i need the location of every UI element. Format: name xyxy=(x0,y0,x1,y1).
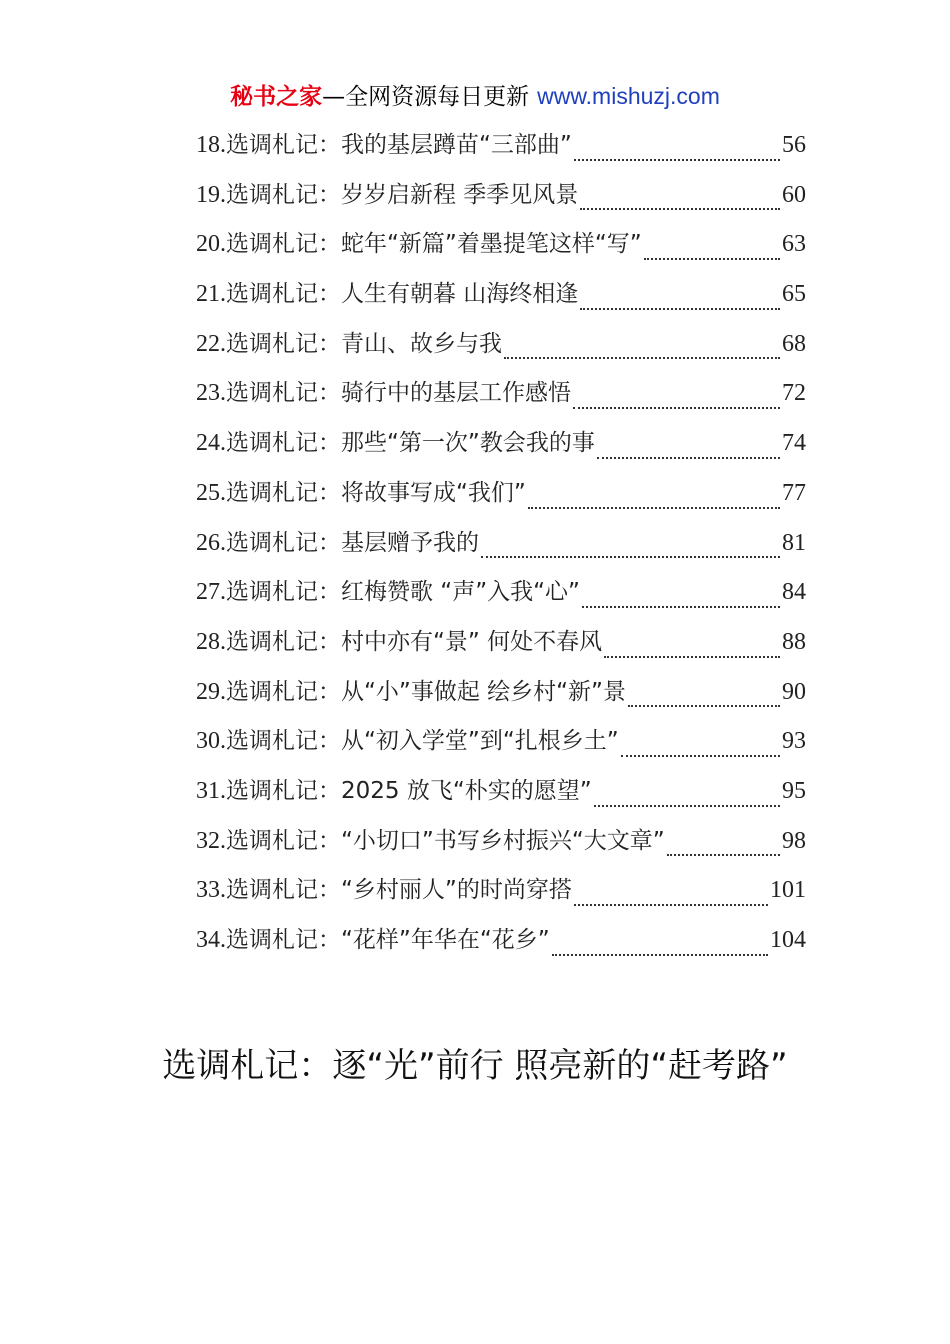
dot-leader xyxy=(573,407,780,409)
toc-entry-number: 25. xyxy=(196,479,226,506)
toc-entry-page-number: 65 xyxy=(782,281,806,308)
toc-entry[interactable] xyxy=(196,424,806,474)
toc-entry-number: 24. xyxy=(196,430,226,457)
toc-entry-title: 选调札记：我的基层蹲苗“三部曲” xyxy=(226,132,572,158)
toc-entry-number: 31. xyxy=(196,777,226,804)
toc-entry-title: 选调札记：青山、故乡与我 xyxy=(226,330,502,357)
toc-entry-title: 选调札记：从“初入学堂”到“扎根乡土” xyxy=(226,728,619,755)
dot-leader xyxy=(597,457,780,459)
header-tagline: —全网资源每日更新 xyxy=(322,84,530,110)
toc-entry-number: 30. xyxy=(196,728,226,755)
toc-entry-title: 选调札记：将故事写成“我们” xyxy=(226,479,526,506)
toc-entry[interactable] xyxy=(196,524,806,574)
dot-leader xyxy=(594,805,780,807)
toc-entry-number: 23. xyxy=(196,380,226,407)
dot-leader xyxy=(628,705,780,707)
toc-entry-number: 32. xyxy=(196,827,226,854)
toc-entry[interactable] xyxy=(196,325,806,375)
toc-entry-number: 26. xyxy=(196,529,226,556)
toc-entry-title: 选调札记：从“小”事做起 绘乡村“新”景 xyxy=(226,678,626,705)
toc-entry-number: 19. xyxy=(196,181,226,208)
dot-leader xyxy=(528,507,780,509)
toc-entry-title: 选调札记：骑行中的基层工作感悟 xyxy=(226,380,571,407)
toc-entry-page-number: 101 xyxy=(770,877,806,904)
toc-entry-page-number: 84 xyxy=(782,579,806,606)
toc-entry-page-number: 81 xyxy=(782,529,806,556)
toc-entry-title: 选调札记：“小切口”书写乡村振兴“大文章” xyxy=(226,827,665,854)
dot-leader xyxy=(621,755,780,757)
toc-entry-number: 21. xyxy=(196,281,226,308)
dot-leader xyxy=(644,258,780,260)
dot-leader xyxy=(582,606,780,608)
toc-entry[interactable] xyxy=(196,126,806,176)
dot-leader xyxy=(580,208,780,210)
dot-leader xyxy=(604,656,780,658)
toc-entry-number: 18. xyxy=(196,132,226,158)
toc-entry[interactable] xyxy=(196,623,806,673)
toc-entry-number: 27. xyxy=(196,579,226,606)
site-header xyxy=(0,80,950,113)
toc-entry[interactable] xyxy=(196,772,806,822)
toc-entry[interactable] xyxy=(196,871,806,921)
toc-entry-page-number: 93 xyxy=(782,728,806,755)
toc-entry[interactable] xyxy=(196,374,806,424)
toc-entry-number: 28. xyxy=(196,628,226,655)
toc-entry[interactable] xyxy=(196,822,806,872)
toc-entry[interactable] xyxy=(196,673,806,723)
toc-entry[interactable] xyxy=(196,722,806,772)
toc-entry-number: 33. xyxy=(196,877,226,904)
toc-entry-page-number: 63 xyxy=(782,231,806,258)
toc-entry-title: 选调札记：蛇年“新篇”着墨提笔这样“写” xyxy=(226,231,642,258)
toc-entry-page-number: 90 xyxy=(782,678,806,705)
toc-entry-page-number: 104 xyxy=(770,927,806,953)
toc-entry[interactable] xyxy=(196,275,806,325)
site-url-link[interactable]: www.mishuzj.com xyxy=(537,83,720,109)
dot-leader xyxy=(504,357,780,359)
toc-entry[interactable] xyxy=(196,573,806,623)
table-of-contents xyxy=(196,126,806,971)
dot-leader xyxy=(552,954,768,956)
section-title: 选调札记：逐“光”前行 照亮新的“赶考路” xyxy=(162,1046,788,1086)
toc-entry-title: 选调札记：人生有朝暮 山海终相逢 xyxy=(226,281,579,308)
dot-leader xyxy=(481,556,780,558)
dot-leader xyxy=(574,904,768,906)
toc-entry-page-number: 74 xyxy=(782,430,806,457)
toc-entry-page-number: 60 xyxy=(782,181,806,208)
toc-entry[interactable] xyxy=(196,176,806,226)
toc-entry-number: 34. xyxy=(196,927,226,953)
toc-entry-page-number: 72 xyxy=(782,380,806,407)
toc-entry-title: 选调札记：“乡村丽人”的时尚穿搭 xyxy=(226,877,572,904)
toc-entry-title: 选调札记：村中亦有“景” 何处不春风 xyxy=(226,628,603,655)
toc-entry-page-number: 88 xyxy=(782,628,806,655)
dot-leader xyxy=(574,159,780,161)
toc-entry-number: 22. xyxy=(196,330,226,357)
toc-entry-title: 选调札记：红梅赞歌 “声”入我“心” xyxy=(226,579,580,606)
toc-entry-number: 20. xyxy=(196,231,226,258)
dot-leader xyxy=(580,308,780,310)
toc-entry-number: 29. xyxy=(196,678,226,705)
toc-entry-page-number: 98 xyxy=(782,827,806,854)
toc-entry-title: 选调札记：岁岁启新程 季季见风景 xyxy=(226,181,579,208)
toc-entry[interactable] xyxy=(196,225,806,275)
toc-entry-title: 选调札记：2025 放飞“朴实的愿望” xyxy=(226,777,592,804)
brand-name: 秘书之家 xyxy=(230,84,323,110)
toc-entry-page-number: 77 xyxy=(782,479,806,506)
toc-entry-title: 选调札记：基层赠予我的 xyxy=(226,529,479,556)
toc-entry[interactable] xyxy=(196,921,806,971)
toc-entry[interactable] xyxy=(196,474,806,524)
dot-leader xyxy=(667,854,780,856)
toc-entry-title: 选调札记：“花样”年华在“花乡” xyxy=(226,927,550,953)
toc-entry-page-number: 95 xyxy=(782,777,806,804)
toc-entry-title: 选调札记：那些“第一次”教会我的事 xyxy=(226,430,595,457)
toc-entry-page-number: 56 xyxy=(782,132,806,158)
toc-entry-page-number: 68 xyxy=(782,330,806,357)
